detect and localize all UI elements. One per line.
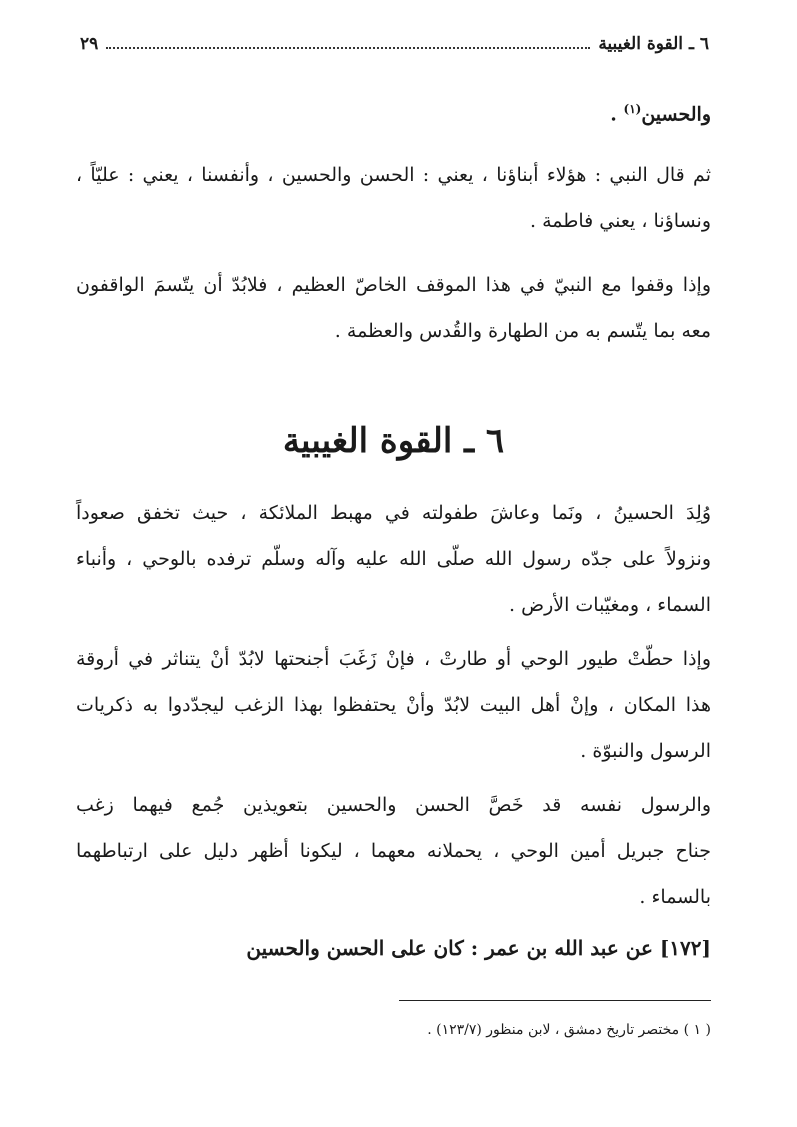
continuation-text: والحسين [641, 103, 711, 126]
paragraph-4 [76, 636, 711, 774]
footnote: ( ١ ) مختصر تاريخ دمشق ، لابن منظور (١٢٣/٧) . [427, 1022, 711, 1038]
running-head-dot-leader [106, 47, 590, 49]
chapter-heading: ٦ ـ القوة الغيبية [282, 421, 505, 461]
paragraph-1-line-2: ونساؤنا ، يعني فاطمة . [530, 210, 711, 232]
paragraph-3-line-3: السماء ، ومغيّبات الأرض . [509, 594, 711, 616]
paragraph-1 [76, 152, 711, 244]
paragraph-2 [76, 262, 711, 354]
paragraph-3-line-2: ونزولاً على جدّه رسول الله صلّى الله عليه وآله وسلّم ترفده بالوحي ، وأنباء [76, 548, 711, 570]
continuation-line [76, 86, 711, 137]
paragraph-5-line-1: والرسول نفسه قد خَصَّ الحسن والحسين بتعويذين جُمع فيهما زغب [76, 794, 711, 816]
paragraph-3-line-1: وُلِدَ الحسينُ ، ونَما وعاشَ طفولته في مهبط الملائكة ، حيث تخفق صعوداً [76, 502, 711, 524]
running-head-title: ٦ ـ القوة الغيبية [598, 34, 709, 54]
tradition-heading: [١٧٢] عن عبد الله بن عمر : كان على الحسن والحسين [246, 936, 711, 960]
paragraph-5-line-2: جناح جبريل أمين الوحي ، يحملانه معهما ، ليكونا أظهر دليل على ارتباطهما [76, 840, 711, 862]
continuation-end: . [610, 103, 624, 126]
footnote-separator [399, 1000, 711, 1001]
paragraph-1-line-1: ثم قال النبي : هؤلاء أبناؤنا ، يعني : الحسن والحسين ، وأنفسنا ، يعني : عليّاً ، [76, 164, 711, 186]
page-number: ٢٩ [80, 34, 99, 54]
paragraph-5 [76, 782, 711, 920]
running-head [80, 30, 709, 58]
paragraph-4-line-3: الرسول والنبوّة . [580, 740, 711, 762]
paragraph-4-line-2: هذا المكان ، وإنْ أهل البيت لابُدّ وأنْ يحتفظوا بهذا الزغب ليجدّدوا به ذكريات [76, 694, 711, 716]
paragraph-2-line-2: معه بما يتّسم به من الطهارة والقُدس والعظمة . [334, 320, 711, 342]
paragraph-3 [76, 490, 711, 628]
paragraph-2-line-1: وإذا وقفوا مع النبيّ في هذا الموقف الخاصّ العظيم ، فلابُدّ أن يتّسمَ الواقفون [76, 274, 711, 296]
footnote-marker: (١) [623, 102, 642, 116]
paragraph-5-line-3: بالسماء . [639, 886, 711, 908]
paragraph-4-line-1: وإذا حطّتْ طيور الوحي أو طارتْ ، فإنْ زَغَبَ أجنحتها لابُدّ أنْ يتناثر في أروقة [76, 648, 711, 670]
